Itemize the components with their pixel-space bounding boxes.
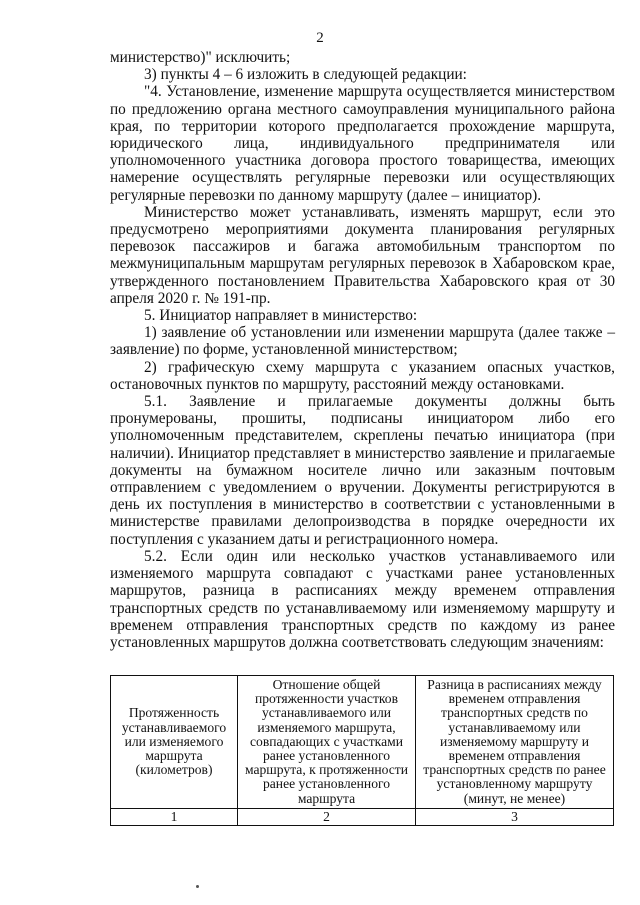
table-header-cell: Протяженность устанавливаемого или изменяемого маршрута (километров)	[111, 676, 238, 809]
paragraph-item-3: 3) пункты 4 – 6 изложить в следующей редакции:	[144, 66, 467, 84]
page-number: 2	[316, 30, 324, 46]
table-column-number: 3	[416, 808, 614, 825]
paragraph-ministry: Министерство может устанавливать, изменять маршрут, если это предусмотрено мероприятиями документа планирования регулярных перевозок пассажиров и багажа автомобильным транспортом по межмуниципальным маршрутам регулярных перевозок в Хабаровском крае, утвержденного постановлением Правительства Хабаровского края от 30 апреля 2020 г. № 191-пр.	[110, 203, 615, 307]
paragraph-subitem-1: 1) заявление об установлении или изменении маршрута (далее также – заявление) по форме, установленной министерством;	[110, 324, 615, 359]
paragraph-point-5: 5. Инициатор направляет в министерство:	[144, 307, 418, 325]
document-body	[110, 49, 615, 651]
paragraph-point-5-2: 5.2. Если один или несколько участков устанавливаемого или изменяемого маршрута совпадают с участками ранее установленных маршрутов, разница в расписаниях между временем отправления транспортных средств по устанавливаемому или изменяемому маршруту и временем отправления транспортных средств по каждому из ранее установленных маршрутов должна соответствовать следующим значениям:	[110, 547, 615, 651]
paragraph-continuation: министерство)" исключить;	[110, 49, 291, 66]
table-header-cell: Отношение общей протяженности участков устанавливаемого или изменяемого маршрута, совпадающих с участками ранее установленного маршрута, к протяженности ранее установленного маршрута	[238, 676, 416, 809]
paragraph-subitem-2: 2) графическую схему маршрута с указанием опасных участков, остановочных пунктов по маршруту, расстояний между остановками.	[110, 358, 615, 393]
table-column-number: 2	[238, 808, 416, 825]
scan-speck	[196, 885, 199, 888]
table-number-row	[111, 808, 614, 825]
table-header-row	[111, 676, 614, 809]
paragraph-point-5-1: 5.1. Заявление и прилагаемые документы должны быть пронумерованы, прошиты, подписаны инициатором либо его уполномоченным представителем, скреплены печатью инициатора (при наличии). Инициатор представляет в министерство заявление и прилагаемые документы на бумажном носителе лично или заказным почтовым отправлением с уведомлением о вручении. Документы регистрируются в день их поступления в министерство в соответствии с установленными в министерстве правилами делопроизводства в порядке очередности их поступления с указанием даты и регистрационного номера.	[110, 393, 615, 548]
paragraph-point-4: "4. Установление, изменение маршрута осуществляется министерством по предложению органа местного самоуправления муниципального района края, по территории которого предполагается прохождение маршрута, юридического лица, индивидуального предпринимателя или уполномоченного участника договора простого товарищества, имеющих намерение осуществлять регулярные перевозки или осуществляющих регулярные перевозки по данному маршруту (далее – инициатор).	[110, 83, 615, 204]
table-header-cell: Разница в расписаниях между временем отправления транспортных средств по устанавливаемому или изменяемому маршруту и временем отправления транспортных средств по ранее установленному маршруту (минут, не менее)	[416, 676, 614, 809]
schedule-difference-table	[110, 675, 614, 826]
table-column-number: 1	[111, 808, 238, 825]
